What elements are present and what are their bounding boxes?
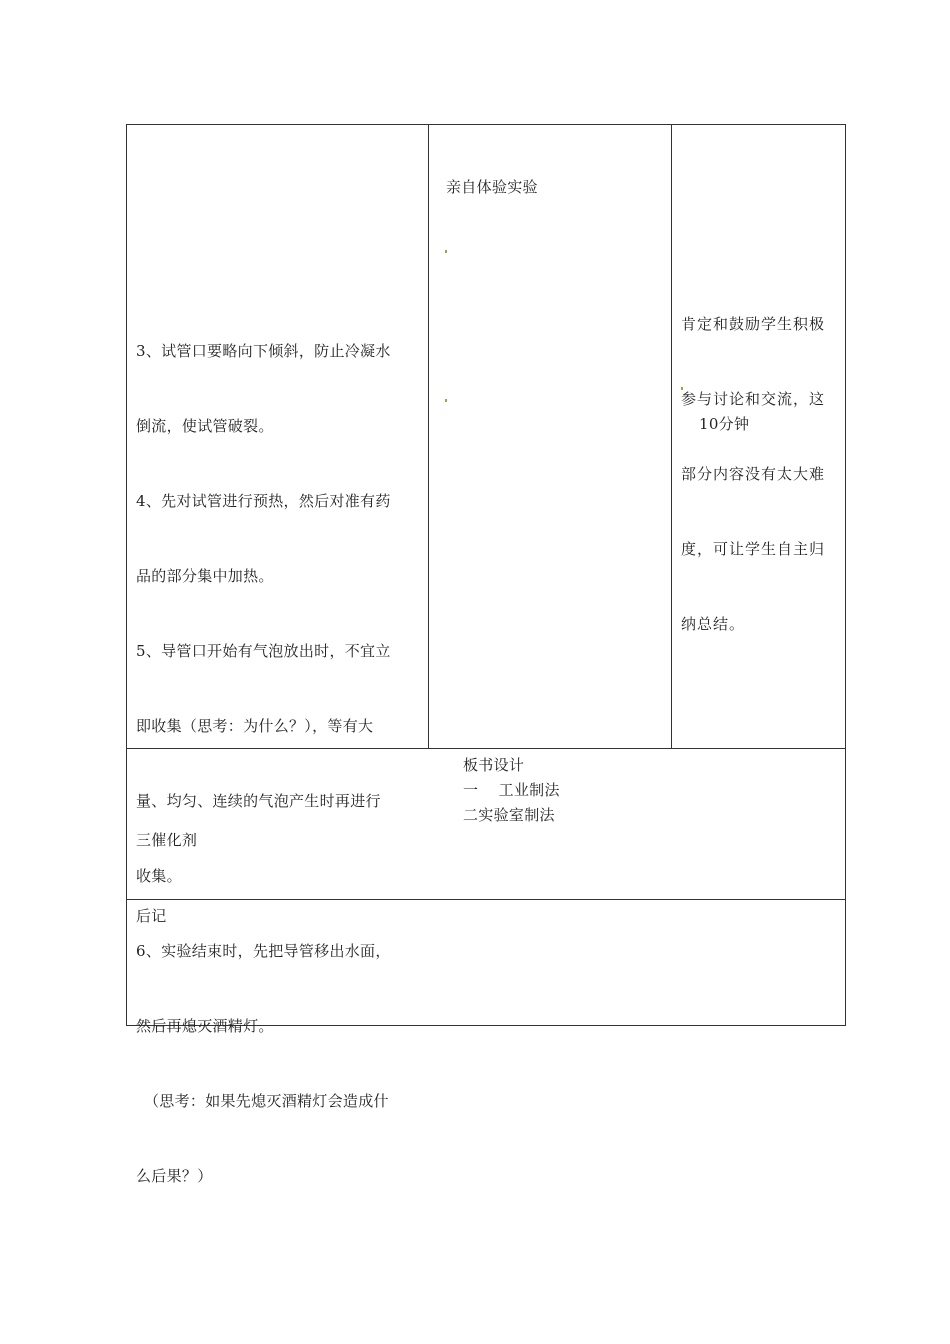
step-line: 收集。 bbox=[136, 867, 182, 885]
step-line: 5、导管口开始有气泡放出时，不宜立 bbox=[136, 642, 391, 660]
intent-line: 肯定和鼓励学生积极 bbox=[681, 315, 826, 333]
time-allocation: 10分钟 bbox=[699, 415, 750, 433]
step-line: 量、均匀、连续的气泡产生时再进行 bbox=[136, 792, 381, 810]
intent-line: 参与讨论和交流，这 bbox=[681, 390, 826, 408]
step-line: 么后果？） bbox=[136, 1167, 213, 1185]
board-line-laboratory: 二实验室制法 bbox=[463, 806, 555, 824]
step-line: 然后再熄灭酒精灯。 bbox=[136, 1017, 274, 1035]
lesson-plan-table bbox=[126, 124, 846, 1185]
board-design-title: 板书设计 bbox=[463, 756, 525, 774]
intent-line: 纳总结。 bbox=[681, 615, 746, 633]
step-line: 6、实验结束时，先把导管移出水面， bbox=[136, 942, 391, 960]
board-line-catalyst: 三催化剂 bbox=[136, 831, 198, 849]
design-intent-cell bbox=[672, 125, 845, 748]
step-line: 即收集（思考：为什么？），等有大 bbox=[136, 717, 374, 735]
marker-dot bbox=[681, 387, 683, 390]
board-design-row bbox=[127, 748, 845, 899]
step-line: 4、先对试管进行预热，然后对准有药 bbox=[136, 492, 391, 510]
board-line-industrial: 一 工业制法 bbox=[463, 781, 560, 799]
marker-dot bbox=[445, 399, 447, 402]
intent-line: 度，可让学生自主归 bbox=[681, 540, 826, 558]
notes-title: 后记 bbox=[136, 907, 167, 925]
student-activity-text: 亲自体验实验 bbox=[446, 178, 538, 196]
step-line: 3、试管口要略向下倾斜，防止冷凝水 bbox=[136, 342, 391, 360]
notes-row bbox=[127, 899, 845, 1025]
intent-line: 部分内容没有太大难 bbox=[681, 465, 826, 483]
design-intent-text bbox=[681, 262, 841, 687]
student-activity-cell bbox=[429, 125, 672, 748]
marker-dot bbox=[445, 250, 447, 253]
step-line: 倒流，使试管破裂。 bbox=[136, 417, 274, 435]
step-line: 品的部分集中加热。 bbox=[136, 567, 274, 585]
step-line: （思考：如果先熄灭酒精灯会造成什 bbox=[144, 1092, 389, 1110]
